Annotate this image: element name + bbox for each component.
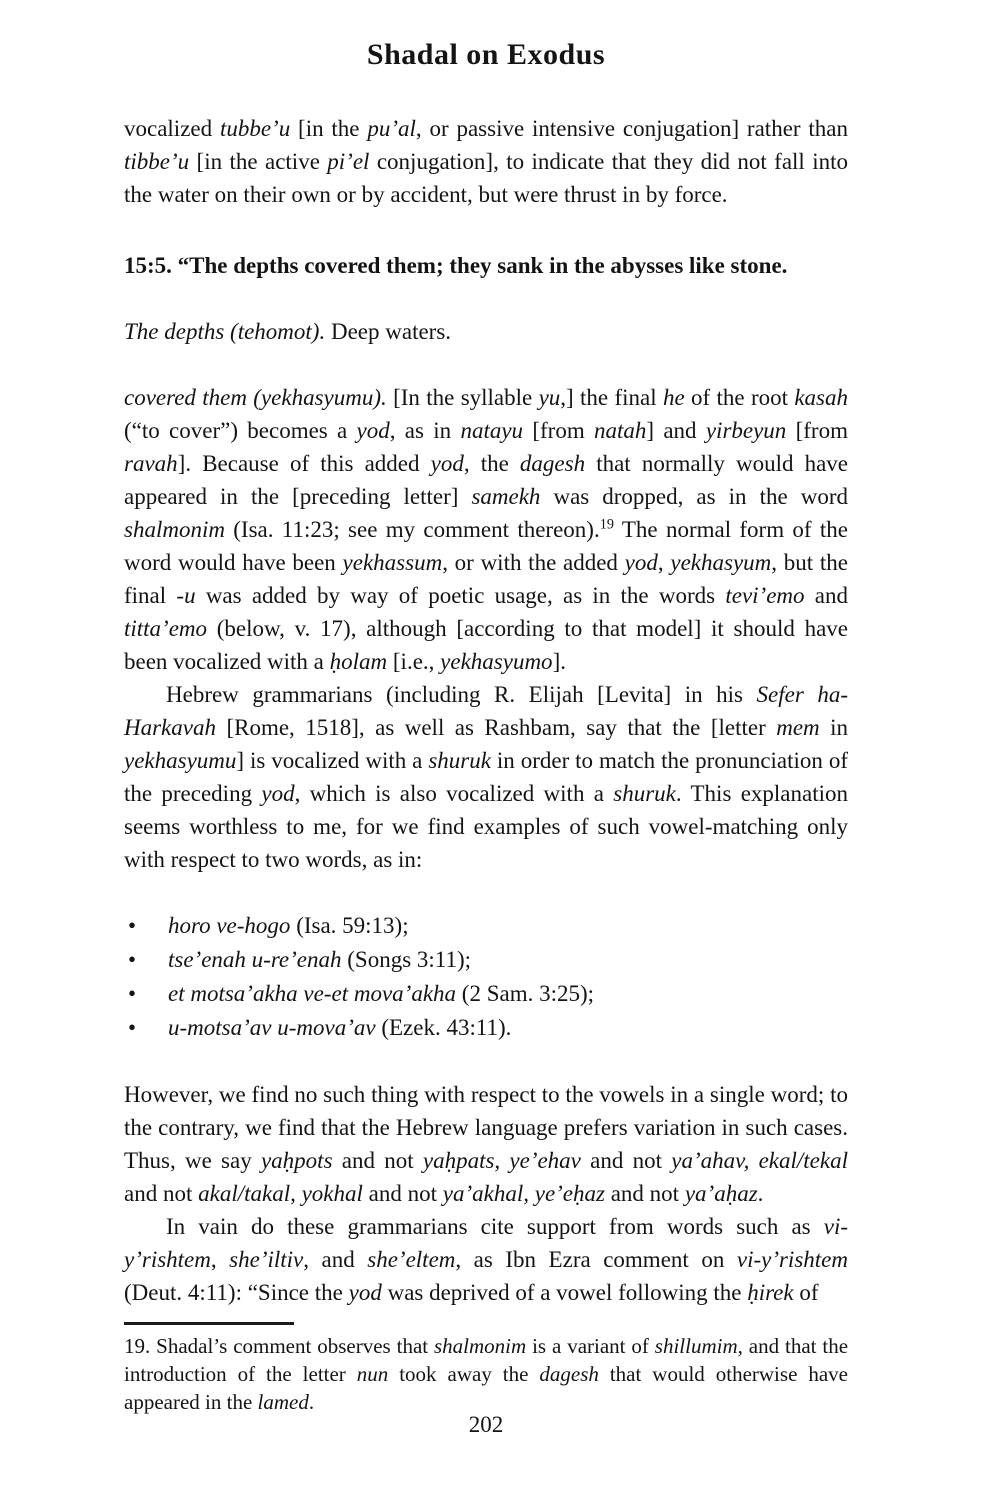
verse-heading-15-5: 15:5. “The depths covered them; they sank in the abysses like stone. bbox=[124, 253, 788, 278]
page-number: 202 bbox=[468, 1412, 504, 1437]
vowel-matching-example-list bbox=[124, 909, 848, 1045]
example-item-songs-3-11: • tse’enah u-re’enah (Songs 3:11); bbox=[124, 943, 848, 977]
paragraph-in-vain: In vain do these grammarians cite support from words such as vi-y’rishtem, she’iltiv, and she’eltem, as Ibn Ezra comment on vi-y’rishtem (Deut. 4:11): “Since the yod was deprived of a vowel following the ḥirek of bbox=[124, 1214, 848, 1305]
footnote-divider bbox=[124, 1322, 294, 1325]
example-item-ezek-43-11: • u-motsa’av u-mova’av (Ezek. 43:11). bbox=[124, 1011, 848, 1045]
running-head-title: Shadal on Exodus bbox=[366, 38, 606, 71]
gloss-the-depths: The depths (tehomot). Deep waters. bbox=[124, 319, 452, 344]
example-item-2-sam-3-25: • et motsa’akha ve-et mova’akha (2 Sam. 3:25); bbox=[124, 977, 848, 1011]
paragraph-hebrew-grammarians: Hebrew grammarians (including R. Elijah [Levita] in his Sefer ha-Harkavah [Rome, 1518], as well as Rashbam, say that the [letter mem in yekhasyumu] is vocalized with a shuruk in order to match the pronunciation of the preceding yod, which is also vocalized with a shuruk. This explanation seems worthless to me, for we find examples of such vowel-matching only with respect to two words, as in: bbox=[124, 682, 849, 872]
footnote-19: 19. Shadal’s comment observes that shalmonim is a variant of shillumim, and that the introduction of the letter nun took away the dagesh that would otherwise have appeared in the lamed. bbox=[124, 1334, 849, 1414]
example-item-isa-59-13: • horo ve-hogo (Isa. 59:13); bbox=[124, 909, 848, 943]
page-body bbox=[124, 112, 848, 1309]
paragraph-covered-them: covered them (yekhasyumu). [In the syllable yu,] the final he of the root kasah (“to cover”) becomes a yod, as in natayu [from natah] and yirbeyun [from ravah]. Because of this added yod, the dagesh that normally would have appeared in the [preceding letter] samekh was dropped, as in the word shalmonim (Isa. 11:23; see my comment thereon).$^{19}$ The normal form of the word would have been yekhassum, or with the added yod, yekhasyum, but the final -u was added by way of poetic usage, as in the words tevi’emo and titta’emo (below, v. 17), although [according to that model] it should have been vocalized with a ḥolam [i.e., yekhasyumo]. bbox=[124, 385, 849, 674]
paragraph-however: However, we find no such thing with respect to the vowels in a single word; to the contrary, we find that the Hebrew language prefers variation in such cases. Thus, we say yaḥpots and not yaḥpats, ye’ehav and not ya’ahav, ekal/tekal and not akal/takal, yokhal and not ya’akhal, ye’eḥaz and not ya’aḥaz. bbox=[124, 1082, 848, 1206]
paragraph-vocalized: vocalized tubbe’u [in the pu’al, or passive intensive conjugation] rather than tibbe’u [in the active pi’el conjugation], to indicate that they did not fall into the water on their own or by accident, but were thrust in by force. bbox=[124, 116, 848, 207]
